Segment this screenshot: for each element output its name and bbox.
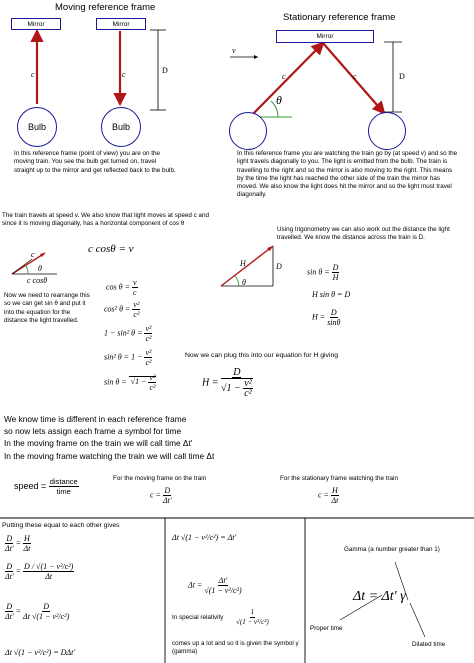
moving-frame-title: Moving reference frame — [55, 2, 156, 13]
time-line-3: In the moving frame on the train we will call time Δt' — [4, 438, 193, 448]
tri2-h: H — [240, 259, 246, 268]
label-c-left: c — [31, 70, 35, 79]
eq-c-moving: c = $\frac{D}{\Delta t'}$ — [150, 486, 172, 505]
label-d-moving: D — [162, 66, 168, 75]
mirror-left: Mirror — [11, 18, 61, 30]
mirror-stationary: Mirror — [276, 30, 374, 43]
eq-bottom-1: $\frac{D}{\Delta t'}$ = $\frac{H}{\Delta t}$ — [5, 534, 31, 553]
bulb-stationary-right — [368, 112, 406, 150]
eq-middle-2: Δt = $\frac{\Delta t'}{\text{√(1 − v²/c²)}}$ — [188, 576, 242, 595]
bulb-left: Bulb — [17, 107, 57, 147]
tri1-c: c — [31, 250, 35, 259]
eq-sin-d-over-h: sin θ = $\frac{D}{H}$ — [307, 263, 339, 282]
proper-time-label: Proper time — [310, 625, 343, 632]
ccos-equation: c cosθ = v — [88, 243, 134, 255]
gamma-label: Gamma (a number greater than 1) — [344, 546, 440, 553]
eq-cos-squared: cos² θ = $\frac{\text{v²}}{\text{c²}}$ — [104, 300, 140, 319]
eq-sin: sin θ = √1 − $\frac{\text{v²}}{\text{c²}}$ — [104, 373, 156, 392]
tri2-theta: θ — [242, 278, 246, 287]
label-d-stationary: D — [399, 72, 405, 81]
comes-up-note: comes up a lot and so it is given the symbol γ (gamma) — [172, 640, 299, 656]
bulb-right: Bulb — [101, 107, 141, 147]
moving-caption: In this reference frame (point of view) you are on the moving train. You see the bulb get turned on, travel straight up to the mirror and get reflected back to the bulb. — [14, 150, 176, 174]
eq-c-stationary: c = $\frac{H}{\Delta t}$ — [318, 486, 339, 505]
light-diagonal-up — [250, 43, 323, 117]
label-v: v — [232, 46, 236, 55]
time-line-4: In the moving frame watching the train we will call time Δt — [4, 451, 215, 461]
stationary-frame-title: Stationary reference frame — [283, 12, 396, 23]
mirror-right: Mirror — [96, 18, 146, 30]
time-dilation-equation: Δt = Δt' γ — [353, 589, 406, 604]
label-c-right: c — [122, 70, 126, 79]
eq-bottom-4: Δt √(1 − v²/c²) = DΔt' — [5, 648, 76, 657]
eq-h-d-over-sin: H = $\frac{D}{\sin\theta}$ — [312, 308, 341, 327]
moving-frame-label: For the moving frame on the train — [113, 475, 207, 482]
eq-cos: cos θ = $\frac{v}{c}$ — [106, 278, 137, 297]
eq-sin-squared: sin² θ = 1 − $\frac{\text{v²}}{\text{c²}}$ — [104, 348, 152, 367]
dilated-time-label: Dilated time — [412, 641, 446, 648]
equal-note: Putting these equal to each other gives — [2, 522, 120, 529]
label-c-diag-2: c — [353, 72, 357, 81]
special-relativity-note: In special relativity — [172, 614, 224, 621]
tri1-ccos: c cosθ — [27, 276, 48, 285]
eq-bottom-2: $\frac{D}{\Delta t'}$ = $\frac{\text{D / √(1 − v²/c²)}}{\Delta t}$ — [5, 562, 74, 581]
trig-note: Using trigonometry we can also work out the distance the light travelled. We know the distance across the train is D. — [277, 226, 450, 242]
stationary-frame-label: For the stationary frame watching the train — [280, 475, 398, 482]
eq-h-final: H = D √1 − $\frac{\text{v²}}{\text{c²}}$ — [202, 367, 252, 399]
tri1-theta: θ — [38, 264, 42, 273]
bulb-stationary-left — [229, 112, 267, 150]
plug-note: Now we can plug this into our equation for H giving — [185, 352, 339, 359]
speed-note: The train travels at speed v. We also know that light moves at speed c and since it is moving diagonally, has a horizontal component of cos θ — [2, 212, 209, 228]
stationary-caption: In this reference frame you are watching the train go by (at speed v) and so the light travels diagonally to you. The light is emitted from the bulb. The train is travelling to the right and so the mirror is also moving to the right. This means by the time the light has reached the other side of the train the mirror has moved. We also know the light does hit the mirror and so the light must travel diagonally. — [237, 150, 458, 199]
speed-definition: speed = $\frac{\text{distance}}{\text{time}}$ — [14, 477, 78, 496]
eq-h-sin-d: H sin θ = D — [312, 290, 351, 299]
label-theta: θ — [276, 93, 282, 107]
label-c-diag: c — [282, 72, 286, 81]
eq-one-minus-sin: 1 − sin² θ = $\frac{\text{v²}}{\text{c²}}$ — [104, 324, 152, 343]
time-line-1: We know time is different in each reference frame — [4, 414, 187, 424]
tri2-d: D — [276, 262, 282, 271]
eq-middle-1: Δt √(1 − v²/c²) = Δt' — [172, 533, 237, 542]
eq-bottom-3: $\frac{D}{\Delta t'}$ = $\frac{D}{\text{Δt √(1 − v²/c²)}}$ — [5, 602, 70, 621]
gamma-fraction: $\frac{1}{\text{√(1 − v²/c²)}}$ — [236, 608, 269, 626]
time-line-2: so now lets assign each frame a symbol for time — [4, 426, 182, 436]
rearrange-note: Now we need to rearrange this so we can get sin θ and put it into the equation for the distance the light travelled. — [4, 292, 90, 324]
